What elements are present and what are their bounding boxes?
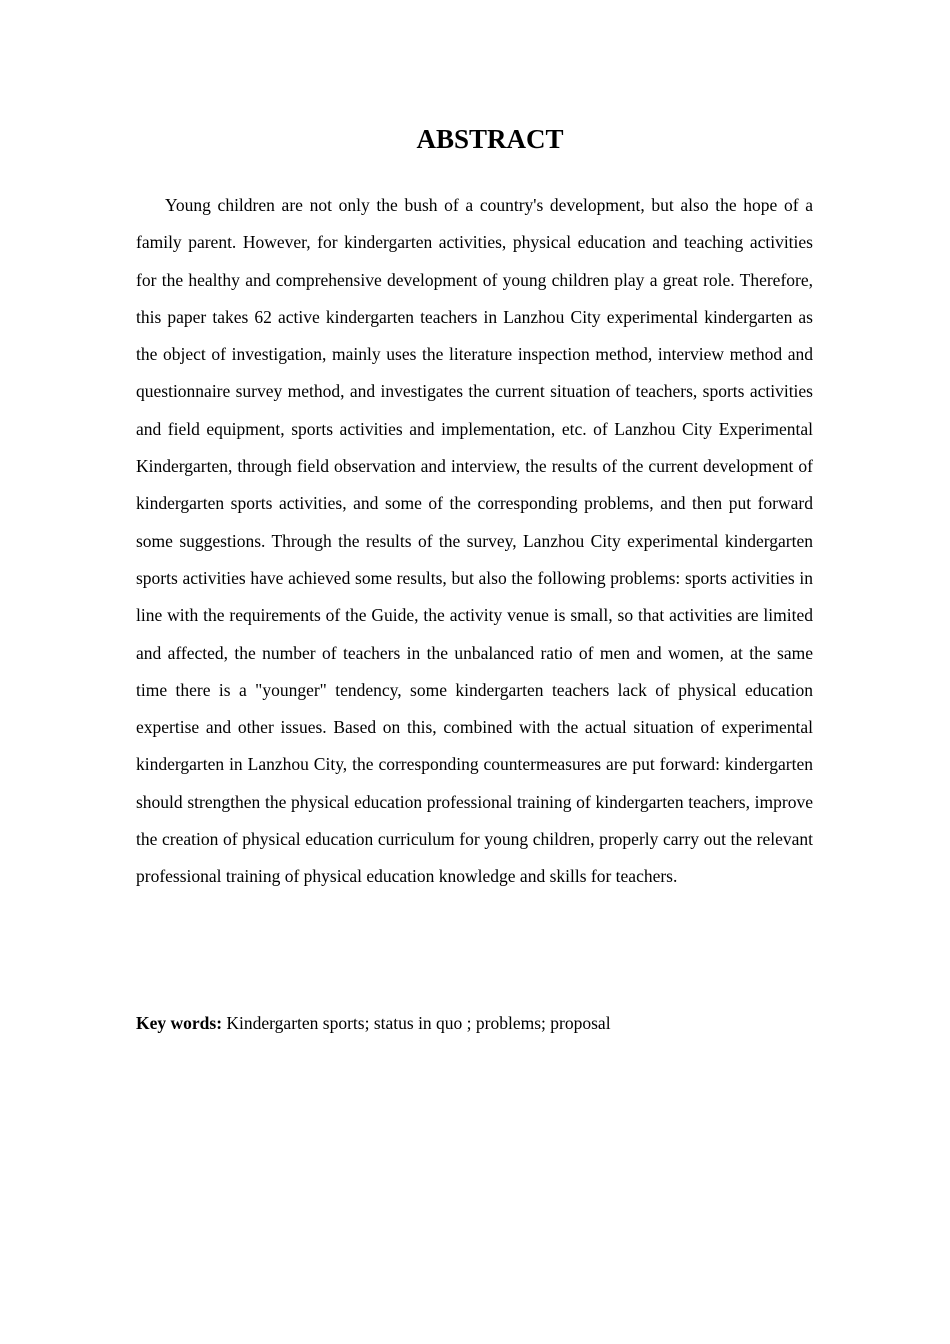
keywords-line <box>136 1005 813 1042</box>
abstract-body: Young children are not only the bush of a country's development, but also the hope of a family parent. However, for kindergarten activities, physical education and teaching activities for the healthy and comprehensive development of young children play a great role. Therefore, this paper takes 62 active kindergarten teachers in Lanzhou City experimental kindergarten as the object of investigation, mainly uses the literature inspection method, interview method and questionnaire survey method, and investigates the current situation of teachers, sports activities and field equipment, sports activities and implementation, etc. of Lanzhou City Experimental Kindergarten, through field observation and interview, the results of the current development of kindergarten sports activities, and some of the corresponding problems, and then put forward some suggestions. Through the results of the survey, Lanzhou City experimental kindergarten sports activities have achieved some results, but also the following problems: sports activities in line with the requirements of the Guide, the activity venue is small, so that activities are limited and affected, the number of teachers in the unbalanced ratio of men and women, at the same time there is a "younger" tendency, some kindergarten teachers lack of physical education expertise and other issues. Based on this, combined with the actual situation of experimental kindergarten in Lanzhou City, the corresponding countermeasures are put forward: kindergarten should strengthen the physical education professional training of kindergarten teachers, improve the creation of physical education curriculum for young children, properly carry out the relevant professional training of physical education knowledge and skills for teachers. <box>136 195 813 887</box>
keywords-text: Kindergarten sports; status in quo ; problems; proposal <box>222 1013 611 1033</box>
abstract-title: ABSTRACT <box>416 124 564 154</box>
keywords-label: Key words: <box>136 1013 223 1033</box>
